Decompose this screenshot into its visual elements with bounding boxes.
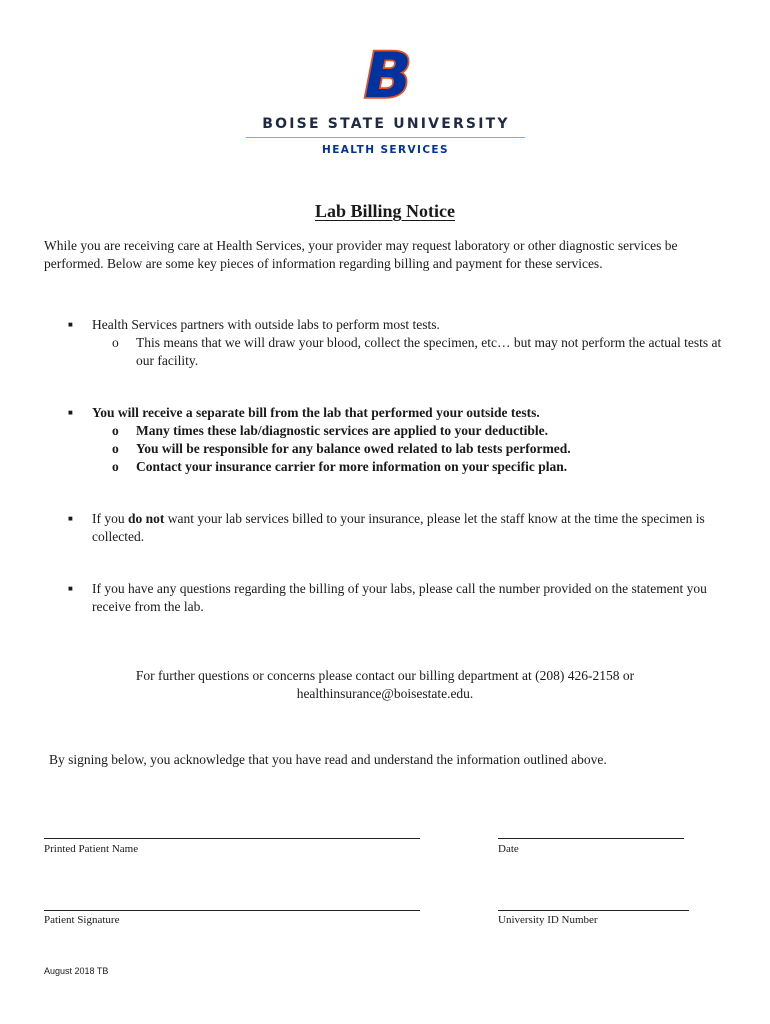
bullet-square-icon: ■ xyxy=(68,584,73,593)
page-title-text: Lab Billing Notice xyxy=(314,201,455,221)
bullet-text-post: want your lab services billed to your insurance, please let the staff know at the time the specimen is collected. xyxy=(92,511,705,544)
department-name: HEALTH SERVICES xyxy=(322,144,449,156)
bullet-text-pre: If you xyxy=(92,511,128,526)
sub-bullet-icon: o xyxy=(112,441,119,456)
sub-bullet-text: Many times these lab/diagnostic services are applied to your deductible. xyxy=(136,423,548,438)
sub-bullet-icon: o xyxy=(112,423,119,438)
sub-bullet-text: You will be responsible for any balance owed related to lab tests performed. xyxy=(136,441,571,456)
page-title xyxy=(0,201,770,222)
bullet-text: If you have any questions regarding the billing of your labs, please call the number provided on the statement you receive from the lab. xyxy=(92,581,707,614)
date-line[interactable] xyxy=(498,838,684,839)
sub-bullet-icon: o xyxy=(112,459,119,474)
sub-bullet-icon: o xyxy=(112,335,119,350)
patient-signature-line[interactable] xyxy=(44,910,420,911)
date-label: Date xyxy=(498,843,519,855)
bullet-square-icon: ■ xyxy=(68,408,73,417)
bullet-text: You will receive a separate bill from the lab that performed your outside tests. xyxy=(92,405,540,420)
acknowledgement-statement: By signing below, you acknowledge that you have read and understand the information outlined above. xyxy=(49,752,607,767)
bullet-text-emphasis: do not xyxy=(128,511,165,526)
university-name: BOISE STATE UNIVERSITY xyxy=(262,116,510,132)
footer-revision-stamp: August 2018 TB xyxy=(44,966,109,976)
university-id-label: University ID Number xyxy=(498,914,598,926)
bullet-text xyxy=(92,510,726,546)
bullet-item-outside-labs xyxy=(66,316,726,370)
intro-paragraph: While you are receiving care at Health Services, your provider may request laboratory or other diagnostic services be performed. Below are some key pieces of information regarding billing and payment for these services. xyxy=(44,238,678,271)
sub-bullet-text: Contact your insurance carrier for more information on your specific plan. xyxy=(136,459,568,474)
contact-paragraph: For further questions or concerns please contact our billing department at (208) 426-2158 or healthinsurance@boisestate.edu. xyxy=(135,668,635,701)
bullet-text: Health Services partners with outside labs to perform most tests. xyxy=(92,317,440,332)
university-logo-b-icon xyxy=(348,47,424,103)
logo-letter: B xyxy=(364,47,412,103)
bullet-square-icon: ■ xyxy=(68,514,73,523)
logo-divider xyxy=(246,137,525,138)
sub-bullet-text: This means that we will draw your blood, collect the specimen, etc… but may not perform the actual tests at our facility. xyxy=(136,335,722,368)
bullet-item-separate-bill xyxy=(66,404,726,476)
bullet-square-icon: ■ xyxy=(68,320,73,329)
university-id-line[interactable] xyxy=(498,910,689,911)
bullet-item-do-not-bill xyxy=(66,510,726,546)
patient-signature-label: Patient Signature xyxy=(44,914,120,926)
bullet-item-billing-questions xyxy=(66,580,726,616)
printed-name-label: Printed Patient Name xyxy=(44,843,139,855)
printed-name-line[interactable] xyxy=(44,838,420,839)
